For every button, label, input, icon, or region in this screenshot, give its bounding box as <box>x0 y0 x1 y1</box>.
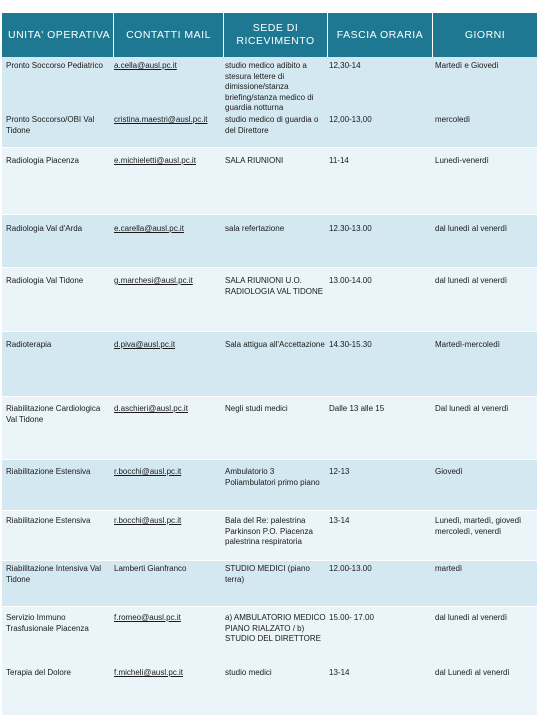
cell-contact: Lamberti Gianfranco <box>114 564 187 573</box>
cell-sede: Ambulatorio 3 Poliambulatori primo piano <box>225 467 320 487</box>
cell-orario: 15.00- 17.00 <box>329 613 374 622</box>
cell-giorni: Dal lunedì al venerdì <box>435 404 509 413</box>
cell-sede: studio medico di guardia o del Direttore <box>225 115 319 135</box>
table-row <box>2 113 537 147</box>
cell-giorni: dal Lunedì al venerdì <box>435 668 510 677</box>
table-row <box>2 268 537 331</box>
cell-mail[interactable]: cristina.maestri@ausl.pc.it <box>114 115 208 124</box>
cell-mail[interactable]: f.romeo@ausl.pc.it <box>114 613 181 622</box>
cell-giorni: mercoledì <box>435 115 471 124</box>
table-header <box>2 13 537 57</box>
cell-mail[interactable]: g.marchesi@ausl.pc.it <box>114 276 193 285</box>
cell-orario: 14.30-15.30 <box>329 340 372 349</box>
cell-mail[interactable]: d.aschieri@ausl.pc.it <box>114 404 188 413</box>
cell-giorni: dal lunedì al venerdì <box>435 276 508 285</box>
cell-unita: Riabilitazione Estensiva <box>6 467 91 476</box>
cell-mail[interactable]: e.carella@ausl.pc.it <box>114 224 184 233</box>
cell-unita: Riabilitazione Intensiva Val Tidone <box>6 564 102 584</box>
cell-orario: 12-13 <box>329 467 350 476</box>
cell-giorni: Giovedì <box>435 467 463 476</box>
cell-unita: Radiologia Val d'Arda <box>6 224 83 233</box>
cell-mail[interactable]: e.michieletti@ausl.pc.it <box>114 156 196 165</box>
cell-orario: Dalle 13 alle 15 <box>329 404 385 413</box>
cell-mail[interactable]: r.bocchi@ausl.pc.it <box>114 516 182 525</box>
cell-giorni: dal lunedì al venerdì <box>435 224 508 233</box>
cell-giorni: dal lunedì al venerdì <box>435 613 508 622</box>
cell-unita: Pronto Soccorso Pediatrico <box>6 61 103 70</box>
table-row <box>2 148 537 214</box>
cell-sede: Bala del Re: palestrina Parkinson P.O. Piacenza palestrina respiratoria <box>225 516 313 546</box>
cell-unita: Radioterapia <box>6 340 52 349</box>
cell-sede: studio medico adibito a stesura lettere di dimissione/stanza briefing/stanza medico di guardia notturna <box>225 61 314 112</box>
cell-sede: SALA RIUNIONI <box>225 156 284 165</box>
cell-mail[interactable]: r.bocchi@ausl.pc.it <box>114 467 182 476</box>
table-row <box>2 57 537 113</box>
table-row <box>2 332 537 396</box>
header-contatti: CONTATTI MAIL <box>114 13 224 57</box>
cell-unita: Riabilitazione Cardiologica Val Tidone <box>6 404 101 424</box>
table-row <box>2 660 537 715</box>
cell-orario: 11-14 <box>329 156 349 165</box>
header-fascia: FASCIA ORARIA <box>328 13 433 57</box>
cell-sede: Negli studi medici <box>225 404 288 413</box>
cell-unita: Radiologia Val Tidone <box>6 276 84 285</box>
table-row <box>2 511 537 560</box>
cell-sede: studio medici <box>225 668 272 677</box>
cell-orario: 12.30-13.00 <box>329 224 372 233</box>
cell-giorni: Martedì e Giovedì <box>435 61 499 70</box>
cell-giorni: Lunedì, martedì, giovedì mercoledì, venerdì <box>435 516 522 536</box>
table-row <box>2 460 537 510</box>
cell-unita: Terapia del Dolore <box>6 668 71 677</box>
cell-sede: Sala attigua all'Accettazione <box>225 340 325 349</box>
cell-unita: Pronto Soccorso/OBI Val Tidone <box>6 115 95 135</box>
cell-sede: STUDIO MEDICI (piano terra) <box>225 564 310 584</box>
header-giorni: GIORNI <box>433 13 537 57</box>
cell-unita: Servizio Immuno Trasfusionale Piacenza <box>6 613 89 633</box>
cell-orario: 13-14 <box>329 668 350 677</box>
cell-sede: sala refertazione <box>225 224 285 233</box>
cell-sede: SALA RIUNIONI U.O. RADIOLOGIA VAL TIDONE <box>225 276 324 296</box>
cell-orario: 12,30-14 <box>329 61 361 70</box>
cell-orario: 13-14 <box>329 516 350 525</box>
cell-giorni: Lunedì-venerdì <box>435 156 489 165</box>
cell-orario: 12,00-13,00 <box>329 115 372 124</box>
cell-giorni: Martedì-mercoledì <box>435 340 500 349</box>
header-sede: SEDE DI RICEVIMENTO <box>224 13 328 57</box>
cell-mail[interactable]: f.micheli@ausl.pc.it <box>114 668 184 677</box>
table-row <box>2 607 537 660</box>
cell-orario: 12.00-13.00 <box>329 564 372 573</box>
cell-giorni: martedì <box>435 564 463 573</box>
table-row <box>2 215 537 267</box>
cell-mail[interactable]: a.cella@ausl.pc.it <box>114 61 177 70</box>
cell-sede: a) AMBULATORIO MEDICO PIANO RIALZATO / b) STUDIO DEL DIRETTORE <box>225 613 326 643</box>
header-unita: UNITA' OPERATIVA <box>2 13 114 57</box>
table-row <box>2 397 537 459</box>
cell-mail[interactable]: d.piva@ausl.pc.it <box>114 340 176 349</box>
cell-unita: Riabilitazione Estensiva <box>6 516 91 525</box>
table-row <box>2 561 537 606</box>
cell-unita: Radiologia Piacenza <box>6 156 79 165</box>
cell-orario: 13.00-14.00 <box>329 276 372 285</box>
